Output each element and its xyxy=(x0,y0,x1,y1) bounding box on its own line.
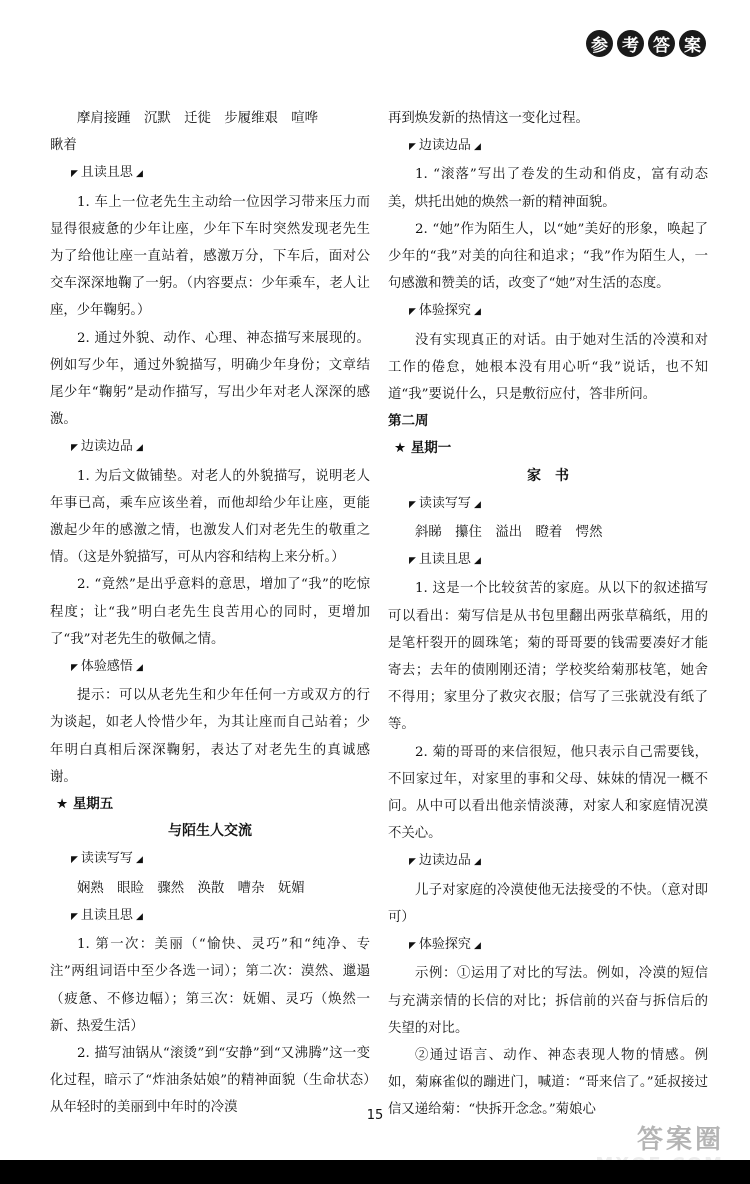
answer-paragraph: 2. 描写油锅从“滚烫”到“安静”到“又沸腾”这一变化过程，暗示了“炸油条姑娘”的精神面貌（生命状态）从年轻时的美丽到中年时的冷漠 xyxy=(50,1045,370,1116)
watermark-text: 答案圈 xyxy=(636,1125,724,1155)
answer-paragraph: 1. “滚落”写出了卷发的生动和俏皮，富有动态美，烘托出她的焕然一新的精神面貌。 xyxy=(388,167,708,210)
corner-marker-icon: ◢ xyxy=(135,855,143,866)
corner-marker-icon: ◤ xyxy=(71,663,78,674)
day-heading-label: 星期一 xyxy=(410,440,452,457)
word-list: 摩肩接踵 沉默 迁徙 步履维艰 喧哗 xyxy=(77,111,319,126)
section-heading-label: 体验探究 xyxy=(418,937,471,953)
answer-paragraph: 示例：①运用了对比的写法。例如，冷漠的短信与充满亲情的长信的对比；拆信前的兴奋与拆信后的失望的对比。 xyxy=(388,966,708,1036)
section-heading-label: 体验感悟 xyxy=(80,659,133,675)
corner-marker-icon: ◢ xyxy=(135,169,143,180)
article-title: 家 书 xyxy=(527,467,569,484)
word-list: 娴熟 眼睑 骤然 涣散 嘈杂 妩媚 xyxy=(77,880,305,896)
corner-marker-icon: ◢ xyxy=(135,663,143,674)
section-heading-label: 且读且思 xyxy=(80,907,133,923)
answer-paragraph: 1. 这是一个比较贫苦的家庭。从以下的叙述描写可以看出：菊写信是从书包里翻出两张草稿纸，用的是笔杆裂开的圆珠笔；菊的哥哥要的钱需要凑好才能寄去；去年的债刚刚还清；学校奖给菊那枝笔，她舍不得用；家里分了救灾衣服；信写了三张就没有纸了等。 xyxy=(388,581,708,733)
corner-marker-icon: ◢ xyxy=(473,857,481,868)
star-icon: ★ xyxy=(56,796,73,813)
answer-paragraph: 2. 通过外貌、动作、心理、神态描写来展现的。例如写少年，通过外貌描写，明确少年身份；文章结尾少年“鞠躬”是动作描写，写出少年对老人深深的感激。 xyxy=(50,330,370,428)
corner-marker-icon: ◤ xyxy=(409,499,416,510)
corner-marker-icon: ◢ xyxy=(135,911,143,922)
header-badge-char: 参 xyxy=(586,30,613,57)
corner-marker-icon: ◤ xyxy=(71,911,78,922)
page-number: 15 xyxy=(366,1108,384,1123)
answer-paragraph: 1. 为后文做铺垫。对老人的外貌描写，说明老人年事已高，乘车应该坐着，而他却给少年让座，更能激起少年的感激之情，也激发人们对老先生的敬重之情。（这是外貌描写，可从内容和结构上来分析。） xyxy=(50,468,370,566)
corner-marker-icon: ◤ xyxy=(409,142,416,153)
word-list: 斜睇 攥住 溢出 瞪着 愕然 xyxy=(415,525,603,541)
section-heading xyxy=(388,132,708,161)
corner-marker-icon: ◢ xyxy=(473,556,481,567)
section-heading xyxy=(50,159,370,188)
day-heading xyxy=(388,435,708,462)
corner-marker-icon: ◤ xyxy=(71,169,78,180)
answer-paragraph: 2. “她”作为陌生人，以“她”美好的形象，唤起了少年的“我”对美的向往和追求；“我”作为陌生人，一句感激和赞美的话，改变了“她”对生活的态度。 xyxy=(388,221,708,292)
article-title: 与陌生人交流 xyxy=(168,823,252,840)
section-heading xyxy=(388,490,708,519)
corner-marker-icon: ◤ xyxy=(409,556,416,567)
corner-marker-icon: ◤ xyxy=(409,307,416,318)
day-heading-label: 星期五 xyxy=(72,796,114,813)
header-badge-char: 答 xyxy=(648,30,675,57)
answer-paragraph: 没有实现真正的对话。由于她对生活的冷漠和对工作的倦怠，她根本没有用心听“我”说话，也不知道“我”要说什么，只是敷衍应付，答非所问。 xyxy=(388,332,708,403)
corner-marker-icon: ◤ xyxy=(409,941,416,952)
day-heading xyxy=(50,791,370,818)
answer-paragraph: 提示：可以从老先生和少年任何一方或双方的行为谈起，如老人怜惜少年，为其让座而自己站着；少年明白真相后深深鞠躬，表达了对老先生的真诚感谢。 xyxy=(50,688,370,785)
section-heading-label: 体验探究 xyxy=(418,303,471,319)
section-heading xyxy=(50,653,370,682)
section-heading-label: 边读边品 xyxy=(418,138,471,154)
left-column xyxy=(50,105,370,1122)
right-column xyxy=(388,105,708,1124)
text-line: 瞅着 xyxy=(50,138,77,154)
header-badge-char: 考 xyxy=(617,30,644,57)
star-icon: ★ xyxy=(394,440,411,457)
answer-paragraph: 2. “竟然”是出乎意料的意思，增加了“我”的吃惊程度；让“我”明白老先生良苦用心的同时，更增加了“我”对老先生的敬佩之情。 xyxy=(50,577,370,647)
answer-paragraph: 1. 车上一位老先生主动给一位因学习带来压力而显得很疲惫的少年让座，少年下车时突然发现老先生为了给他让座一直站着，感激万分，下车后，面对公交车深深地鞠了一躬。（内容要点：少年乘车，老人让座，少年鞠躬。） xyxy=(50,194,370,319)
corner-marker-icon: ◢ xyxy=(135,443,143,454)
corner-marker-icon: ◢ xyxy=(473,142,481,153)
section-heading-label: 边读边品 xyxy=(418,853,471,869)
section-heading xyxy=(50,845,370,874)
text-line: 再到焕发新的热情这一变化过程。 xyxy=(388,111,589,126)
answer-paragraph: ②通过语言、动作、神态表现人物的情感。例如，菊麻雀似的蹦进门，喊道：“哥来信了。”延叔接过信又递给菊：“快拆开念念。”菊娘心 xyxy=(388,1047,708,1118)
corner-marker-icon: ◤ xyxy=(71,443,78,454)
week-heading: 第二周 xyxy=(388,413,429,430)
section-heading xyxy=(388,847,708,876)
section-heading xyxy=(388,297,708,326)
section-heading-label: 读读写写 xyxy=(80,851,133,867)
section-heading xyxy=(388,546,708,575)
section-heading-label: 且读且思 xyxy=(418,552,471,568)
corner-marker-icon: ◢ xyxy=(473,499,481,510)
answer-paragraph: 儿子对家庭的冷漠使他无法接受的不快。（意对即可） xyxy=(388,882,708,925)
answer-paragraph: 1. 第一次：美丽（“愉快、灵巧”和“纯净、专注”两组词语中至少各选一词）；第二次：漠然、邋遢（疲惫、不修边幅）；第三次：妩媚、灵巧（焕然一新、热爱生活） xyxy=(50,937,370,1034)
section-heading-label: 且读且思 xyxy=(80,165,133,181)
section-heading-label: 读读写写 xyxy=(418,495,471,511)
corner-marker-icon: ◤ xyxy=(409,857,416,868)
corner-marker-icon: ◤ xyxy=(71,855,78,866)
bottom-bar xyxy=(0,1160,750,1184)
section-heading xyxy=(388,931,708,960)
page-header-badge xyxy=(586,30,706,57)
corner-marker-icon: ◢ xyxy=(473,941,481,952)
section-heading xyxy=(50,902,370,931)
section-heading-label: 边读边品 xyxy=(80,439,133,455)
section-heading xyxy=(50,433,370,462)
corner-marker-icon: ◢ xyxy=(473,307,481,318)
answer-paragraph: 2. 菊的哥哥的来信很短，他只表示自己需要钱，不回家过年，对家里的事和父母、妹妹的情况一概不问。从中可以看出他亲情淡薄，对家人和家庭情况漠不关心。 xyxy=(388,744,708,842)
header-badge-char: 案 xyxy=(679,30,706,57)
